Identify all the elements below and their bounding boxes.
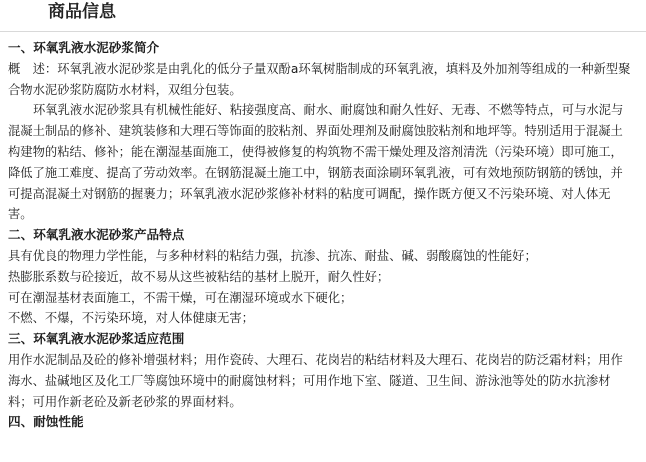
description-paragraph: 环氧乳液水泥砂浆具有机械性能好、粘接强度高、耐水、耐腐蚀和耐久性好、无毒、不燃等特点，可与水泥与混凝土制品的修补、建筑装修和大理石等饰面的胶粘剂、界面处理剂及耐腐蚀胶粘剂和地坪等。特别适用于混凝土构建物的粘结、修补；能在潮湿基面施工，使得被修复的构筑物不需干燥处理及溶剂清洗（污染环境）即可施工，降低了施工难度、提高了劳动效率。在钢筋混凝土施工中，钢筋表面涂刷环氧乳液，可有效地预防钢筋的锈蚀，并可提高混凝土对钢筋的握裹力；环氧乳液水泥砂浆修补材料的粘度可调配，操作既方便又不污染环境、对人体无害。 <box>8 103 624 222</box>
feature-line: 不燃、不爆，不污染环境，对人体健康无害； <box>8 311 254 326</box>
tab-title: 商品信息 <box>48 2 116 22</box>
product-info-content <box>8 38 632 433</box>
section-heading: 一、环氧乳液水泥砂浆简介 <box>8 40 160 55</box>
feature-line: 热膨胀系数与砼接近，故不易从这些被粘结的基材上脱开，耐久性好； <box>8 269 390 284</box>
section-heading: 二、环氧乳液水泥砂浆产品特点 <box>8 227 185 243</box>
scope-paragraph: 用作水泥制品及砼的修补增强材料；用作瓷砖、大理石、花岗岩的粘结材料及大理石、花岗岩的防泛霜材料；用作海水、盐碱地区及化工厂等腐蚀环境中的耐腐蚀材料；可用作地下室、隧道、卫生间、游泳池等处的防水抗渗材料；可用作新老砼及新老砂浆的界面材料。 <box>8 352 623 409</box>
section-heading: 三、环氧乳液水泥砂浆适应范围 <box>8 331 185 347</box>
section-heading: 四、耐蚀性能 <box>8 414 84 430</box>
feature-line: 具有优良的物理力学性能，与多种材料的粘结力强，抗渗、抗冻、耐盐、碱、弱酸腐蚀的性能好； <box>8 248 537 263</box>
feature-line: 可在潮湿基材表面施工，不需干燥，可在潮湿环境或水下硬化； <box>8 290 353 305</box>
tab-divider <box>0 31 646 32</box>
overview-paragraph: 概 述：环氧乳液水泥砂浆是由乳化的低分子量双酚a环氧树脂制成的环氧乳液，填料及外加剂等组成的一种新型聚合物水泥砂浆防腐防水材料，双组分包装。 <box>8 61 631 97</box>
